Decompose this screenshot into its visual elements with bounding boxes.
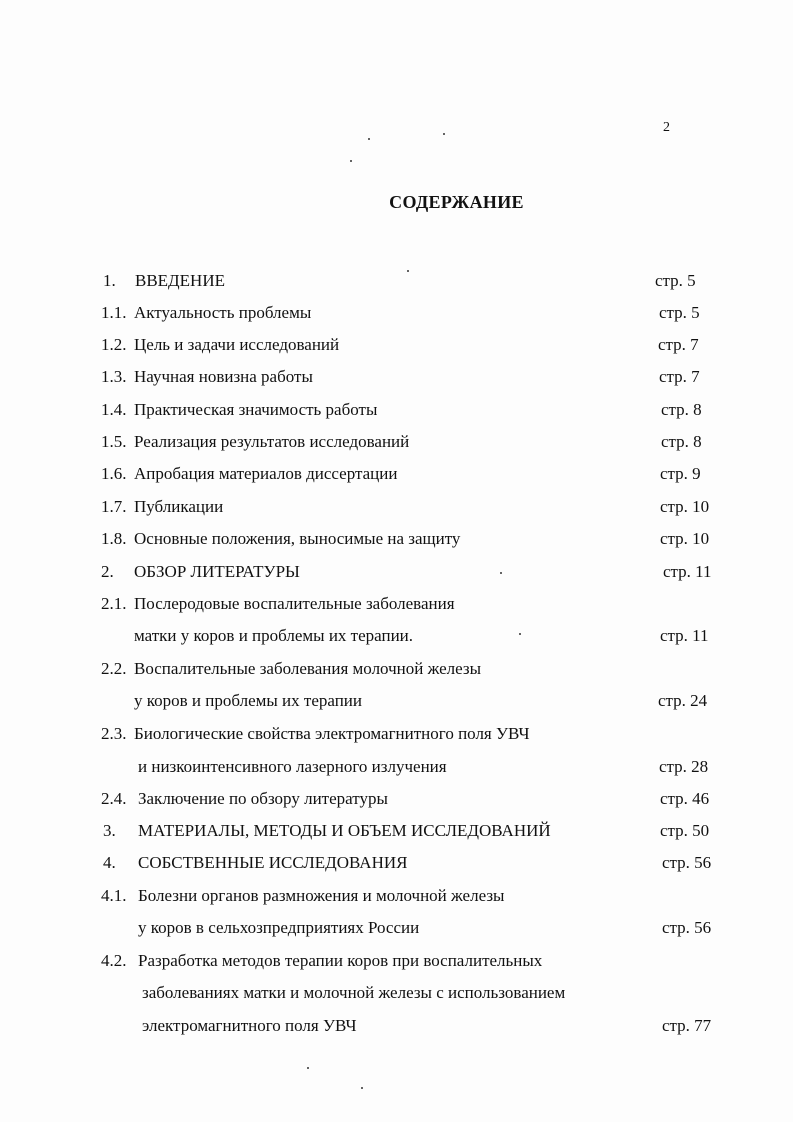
- toc-item-number: 1.: [103, 271, 116, 290]
- toc-item-title: Актуальность проблемы: [134, 303, 312, 322]
- toc-item-number: 1.1.: [101, 303, 127, 322]
- toc-item-number: 4.2.: [101, 951, 127, 970]
- toc-item-title: СОБСТВЕННЫЕ ИССЛЕДОВАНИЯ: [138, 853, 408, 872]
- toc-item-title-continued: и низкоинтенсивного лазерного излучения: [138, 757, 447, 776]
- toc-item-title: Научная новизна работы: [134, 367, 313, 386]
- toc-item-page: стр. 5: [659, 303, 700, 322]
- toc-item-title: Болезни органов размножения и молочной железы: [138, 886, 505, 905]
- toc-item-page: стр. 11: [663, 562, 712, 581]
- toc-item-title-continued: у коров в сельхозпредприятиях России: [138, 918, 420, 937]
- toc-item-title: Разработка методов терапии коров при воспалительных: [138, 951, 543, 970]
- page-number: 2: [663, 120, 670, 135]
- toc-item-number: 1.5.: [101, 432, 127, 451]
- scan-speck: [443, 133, 445, 135]
- toc-item-page: стр. 10: [660, 529, 710, 548]
- toc-item-page: стр. 24: [658, 691, 708, 710]
- toc-item-page: стр. 9: [660, 464, 701, 483]
- toc-item-page: стр. 46: [660, 789, 710, 808]
- toc-item-number: 1.3.: [101, 367, 127, 386]
- scan-speck: [368, 138, 370, 140]
- toc-item-title: Апробация материалов диссертации: [134, 464, 398, 483]
- scan-speck: [519, 633, 521, 635]
- toc-item-title-continued: электромагнитного поля УВЧ: [142, 1016, 357, 1035]
- toc-item-number: 1.8.: [101, 529, 127, 548]
- page-title: СОДЕРЖАНИЕ: [389, 192, 524, 212]
- toc-item-page: стр. 56: [662, 853, 712, 872]
- toc-item-title: Биологические свойства электромагнитного поля УВЧ: [134, 724, 530, 743]
- toc-item-page: стр. 10: [660, 497, 710, 516]
- toc-item-number: 2.: [101, 562, 114, 581]
- toc-item-title: Практическая значимость работы: [134, 400, 378, 419]
- toc-item-title: Заключение по обзору литературы: [138, 789, 388, 808]
- toc-item-number: 2.4.: [101, 789, 127, 808]
- toc-item-page: стр. 56: [662, 918, 712, 937]
- toc-item-title-continued: у коров и проблемы их терапии: [134, 691, 362, 710]
- toc-item-page: стр. 8: [661, 432, 702, 451]
- toc-item-title: Публикации: [134, 497, 224, 516]
- toc-item-number: 2.1.: [101, 594, 127, 613]
- toc-item-title: Основные положения, выносимые на защиту: [134, 529, 461, 548]
- toc-item-title: МАТЕРИАЛЫ, МЕТОДЫ И ОБЪЕМ ИССЛЕДОВАНИЙ: [138, 821, 551, 840]
- toc-item-title-continued: матки у коров и проблемы их терапии.: [134, 626, 414, 645]
- scan-speck: [361, 1087, 363, 1089]
- toc-item-page: стр. 7: [659, 367, 700, 386]
- toc-item-title: Цель и задачи исследований: [134, 335, 340, 354]
- toc-item-page: стр. 11: [660, 626, 709, 645]
- toc-item-title: Воспалительные заболевания молочной железы: [134, 659, 482, 678]
- toc-item-title: Послеродовые воспалительные заболевания: [134, 594, 455, 613]
- toc-item-number: 4.: [103, 853, 116, 872]
- toc-item-number: 3.: [103, 821, 116, 840]
- toc-item-title: ОБЗОР ЛИТЕРАТУРЫ: [134, 562, 300, 581]
- scan-speck: [407, 270, 409, 272]
- toc-item-number: 1.2.: [101, 335, 127, 354]
- toc-item-number: 1.7.: [101, 497, 127, 516]
- toc-item-page: стр. 50: [660, 821, 710, 840]
- toc-item-number: 1.6.: [101, 464, 127, 483]
- toc-item-page: стр. 5: [655, 271, 696, 290]
- scan-speck: [500, 572, 502, 574]
- scan-speck: [307, 1067, 309, 1069]
- toc-item-number: 1.4.: [101, 400, 127, 419]
- toc-item-number: 2.3.: [101, 724, 127, 743]
- scan-speck: [350, 160, 352, 162]
- toc-item-page: стр. 77: [662, 1016, 712, 1035]
- toc-item-title-continued: заболеваниях матки и молочной железы с использованием: [142, 983, 566, 1002]
- toc-item-page: стр. 28: [659, 757, 709, 776]
- toc-item-number: 4.1.: [101, 886, 127, 905]
- toc-item-title: ВВЕДЕНИЕ: [135, 271, 225, 290]
- toc-item-title: Реализация результатов исследований: [134, 432, 410, 451]
- toc-item-number: 2.2.: [101, 659, 127, 678]
- toc-item-page: стр. 8: [661, 400, 702, 419]
- toc-item-page: стр. 7: [658, 335, 699, 354]
